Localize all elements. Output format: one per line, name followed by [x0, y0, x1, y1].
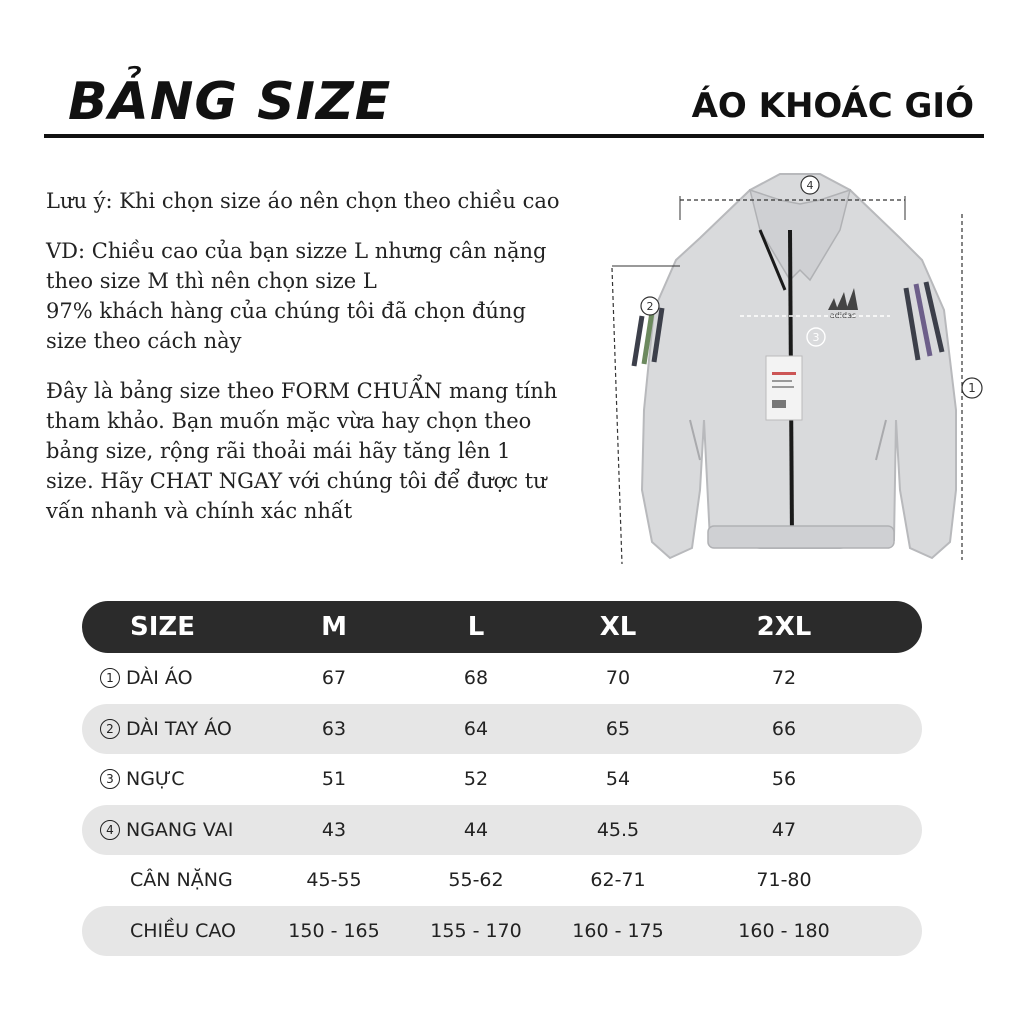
table-cell: 70: [605, 667, 631, 690]
table-cell: 52: [463, 768, 489, 791]
table-row: [82, 855, 922, 906]
table-cell: 155 - 170: [430, 919, 522, 942]
note-paragraph-2: [46, 236, 606, 356]
svg-text:2: 2: [646, 300, 654, 313]
notes-block: [46, 186, 606, 546]
note-line: vấn nhanh và chính xác nhất: [46, 499, 353, 523]
note-line: Lưu ý: Khi chọn size áo nên chọn theo chiều cao: [46, 189, 560, 213]
table-cell: 68: [463, 667, 489, 690]
svg-text:3: 3: [812, 331, 820, 344]
table-cell: 160 - 175: [572, 919, 664, 942]
table-cell: 44: [463, 818, 489, 841]
header-xl: XL: [599, 612, 637, 642]
table-row: [82, 704, 922, 755]
table-row: [82, 805, 922, 856]
header-2xl: 2XL: [756, 612, 812, 642]
note-line: tham khảo. Bạn muốn mặc vừa hay chọn theo: [46, 409, 532, 433]
svg-text:adidas: adidas: [829, 311, 857, 320]
note-paragraph-3: [46, 376, 606, 526]
note-line: theo size M thì nên chọn size L: [46, 269, 377, 293]
jacket-waistband: [708, 526, 894, 548]
header-size: SIZE: [130, 612, 196, 642]
table-cell: 67: [321, 667, 347, 690]
header-l: L: [467, 612, 485, 642]
number-badge: 3: [100, 769, 120, 789]
table-cell: 62-71: [590, 869, 646, 892]
svg-text:1: 1: [968, 381, 976, 395]
table-cell: 47: [771, 818, 797, 841]
table-cell: 54: [605, 768, 631, 791]
page-title: BẢNG SIZE: [68, 72, 392, 132]
row-label-text: CÂN NẶNG: [130, 869, 233, 892]
jacket-illustration: [600, 160, 1000, 580]
note-line: size. Hãy CHAT NGAY với chúng tôi để được tư: [46, 469, 547, 493]
row-label-text: NGANG VAI: [126, 818, 234, 841]
header-m: M: [321, 612, 347, 642]
table-cell: 43: [321, 818, 347, 841]
table-cell: 160 - 180: [738, 919, 830, 942]
row-label-text: CHIỀU CAO: [130, 919, 236, 942]
table-cell: 51: [321, 768, 347, 791]
product-title: ÁO KHOÁC GIÓ: [691, 86, 974, 126]
note-line: VD: Chiều cao của bạn sizze L nhưng cân nặng: [46, 239, 547, 263]
table-cell: 55-62: [448, 869, 504, 892]
number-badge: 2: [100, 719, 120, 739]
table-cell: 45-55: [306, 869, 362, 892]
svg-text:4: 4: [806, 179, 814, 192]
table-cell: 65: [605, 717, 631, 740]
table-cell: 71-80: [756, 869, 812, 892]
table-cell: 63: [321, 717, 347, 740]
size-table-header: [82, 601, 922, 653]
number-badge: 1: [100, 668, 120, 688]
note-line: bảng size, rộng rãi thoải mái hãy tăng lên 1: [46, 439, 511, 463]
table-cell: 150 - 165: [288, 919, 380, 942]
note-line: 97% khách hàng của chúng tôi đã chọn đúng: [46, 299, 526, 323]
note-line: size theo cách này: [46, 329, 242, 353]
number-badge: 4: [100, 820, 120, 840]
row-label-text: DÀI ÁO: [126, 667, 193, 690]
table-cell: 56: [771, 768, 797, 791]
table-cell: 64: [463, 717, 489, 740]
table-row: [82, 653, 922, 704]
size-table: [82, 601, 922, 956]
table-row: [82, 754, 922, 805]
row-label-text: DÀI TAY ÁO: [126, 717, 232, 740]
note-line: Đây là bảng size theo FORM CHUẨN mang tính: [46, 379, 558, 403]
table-cell: 45.5: [596, 818, 640, 841]
row-label-text: NGỰC: [126, 768, 185, 791]
header-divider: [44, 134, 984, 138]
table-row: [82, 906, 922, 957]
table-cell: 66: [771, 717, 797, 740]
measure-length: [962, 214, 982, 560]
table-cell: 72: [771, 667, 797, 690]
note-paragraph-1: [46, 186, 606, 216]
